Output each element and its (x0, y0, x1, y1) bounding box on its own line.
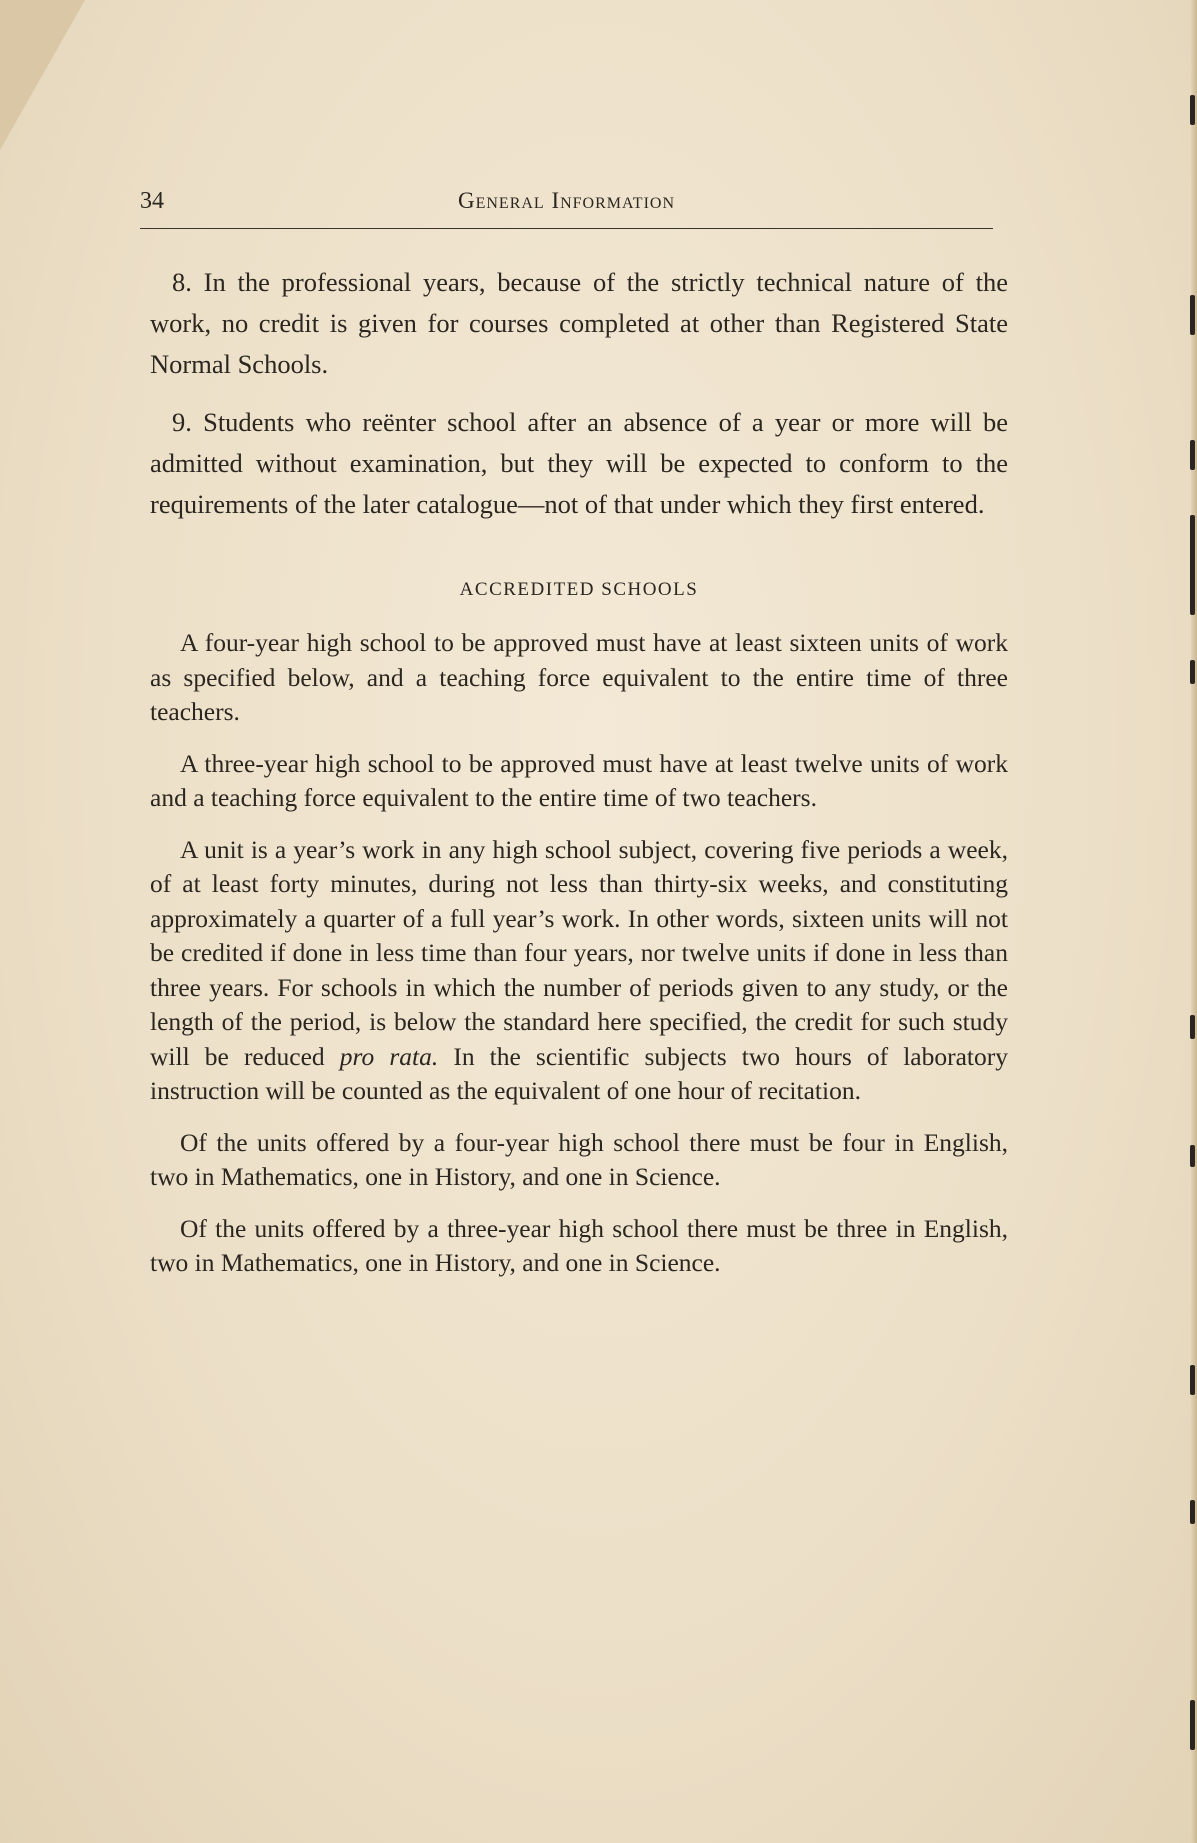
paragraph-three-year-units: Of the units offered by a three-year high school there must be three in English, two in Mathematics, one in History, and one in Science. (150, 1213, 1008, 1277)
edge-mark (1190, 295, 1195, 335)
paragraph-unit-definition (150, 833, 1008, 1109)
unit-text-italic: pro rata. (339, 1041, 439, 1071)
edge-mark (1190, 440, 1195, 470)
edge-mark (1190, 95, 1195, 125)
edge-mark (1190, 1500, 1195, 1524)
edge-mark (1190, 1700, 1195, 1750)
edge-mark (1190, 515, 1195, 615)
paragraph-9: 9. Students who reënter school after an absence of a year or more will be admitted without examination, but they will be expected to conform to the requirements of the later catalogue—not of that under which they first entered. (150, 407, 1008, 519)
paragraph-three-year-school: A three-year high school to be approved must have at least twelve units of work and a teaching force equivalent to the entire time of two teachers. (150, 748, 1008, 812)
page-edge (1191, 0, 1197, 1843)
section-heading: ACCREDITED SCHOOLS (459, 579, 699, 600)
paragraph-four-year-school: A four-year high school to be approved must have at least sixteen units of work as specified below, and a teaching force equivalent to the entire time of three teachers. (150, 628, 1008, 726)
edge-mark (1190, 1365, 1195, 1395)
unit-text-part-1: A unit is a year’s work in any high school subject, covering five periods a week, of at least forty minutes, during not less than thirty-six weeks, and constituting approximately a quarter of a full year’s work. In other words, sixteen units will not be credited if done in less time than four years, nor twelve units if done in less than three years. For schools in which the number of periods given to any study, or the length of the period, is below the standard here specified, the credit for such study will be reduced (150, 834, 1008, 1071)
running-head: General Information (457, 188, 676, 213)
page-header (140, 188, 993, 229)
paragraph-four-year-units: Of the units offered by a four-year high school there must be four in English, two in Mathematics, one in History, and one in Science. (150, 1127, 1008, 1191)
edge-mark (1190, 1015, 1195, 1039)
paragraph-8: 8. In the professional years, because of the strictly technical nature of the work, no credit is given for courses completed at other than Registered State Normal Schools. (150, 267, 1008, 379)
folded-corner (0, 0, 85, 150)
edge-mark (1190, 660, 1195, 684)
edge-mark (1190, 1145, 1195, 1167)
page-number: 34 (140, 188, 164, 214)
body-text (150, 262, 1008, 1281)
unit-text-part-2: In the scientific subjects two hours of laboratory instruction will be counted as the equivalent of one hour of recitation. (150, 1041, 1008, 1105)
